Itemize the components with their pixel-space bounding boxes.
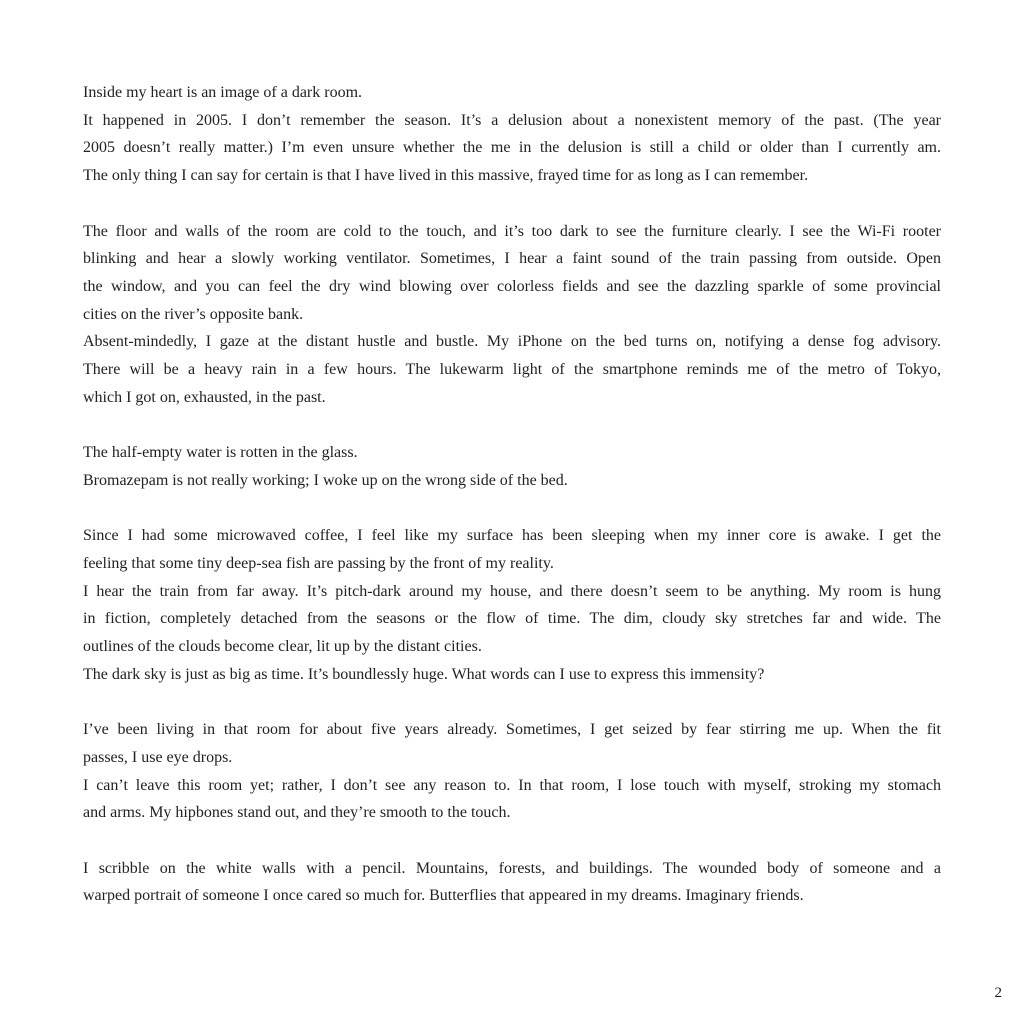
paragraph bbox=[83, 522, 941, 577]
text-line: passes, I use eye drops. bbox=[83, 748, 233, 766]
text-line: There will be a heavy rain in a few hours. The lukewarm light of the smartphone reminds me of the metro of Tokyo, bbox=[83, 361, 941, 379]
paragraph bbox=[83, 467, 941, 495]
text-line: It happened in 2005. I don’t remember the season. It’s a delusion about a nonexistent memory of the past. (The year bbox=[83, 111, 941, 129]
text-section bbox=[83, 855, 941, 910]
text-section bbox=[83, 439, 941, 494]
text-line: which I got on, exhausted, in the past. bbox=[83, 388, 326, 406]
text-line: cities on the river’s opposite bank. bbox=[83, 305, 304, 323]
text-line: Inside my heart is an image of a dark room. bbox=[83, 84, 363, 101]
text-line: feeling that some tiny deep-sea fish are passing by the front of my reality. bbox=[83, 554, 554, 572]
paragraph bbox=[83, 855, 941, 910]
text-section bbox=[83, 218, 941, 412]
paragraph bbox=[83, 328, 941, 411]
text-line: Bromazepam is not really working; I woke up on the wrong side of the bed. bbox=[83, 471, 568, 489]
paragraph bbox=[83, 218, 941, 329]
text-line: Since I had some microwaved coffee, I feel like my surface has been sleeping when my inner core is awake. I get the bbox=[83, 527, 941, 545]
text-line: Absent-mindedly, I gaze at the distant hustle and bustle. My iPhone on the bed turns on, notifying a dense fog advisory. bbox=[83, 333, 941, 351]
text-line: The floor and walls of the room are cold to the touch, and it’s too dark to see the furniture clearly. I see the Wi-Fi rooter bbox=[83, 222, 941, 240]
paragraph bbox=[83, 772, 941, 827]
text-line: warped portrait of someone I once cared so much for. Butterflies that appeared in my dreams. Imaginary friends. bbox=[83, 887, 804, 905]
paragraph bbox=[83, 79, 941, 107]
text-section bbox=[83, 716, 941, 827]
text-line: I can’t leave this room yet; rather, I don’t see any reason to. In that room, I lose touch with myself, stroking my stomach bbox=[83, 776, 941, 794]
text-line: The only thing I can say for certain is that I have lived in this massive, frayed time for as long as I can remember. bbox=[83, 167, 809, 185]
paragraph bbox=[83, 716, 941, 771]
text-line: blinking and hear a slowly working ventilator. Sometimes, I hear a faint sound of the train passing from outside. Open bbox=[83, 250, 941, 268]
paragraph bbox=[83, 578, 941, 661]
page-number: 2 bbox=[994, 985, 1002, 1001]
document-body bbox=[83, 79, 941, 938]
text-line: I scribble on the white walls with a pencil. Mountains, forests, and buildings. The wounded body of someone and a bbox=[83, 859, 941, 877]
text-line: The dark sky is just as big as time. It’s boundlessly huge. What words can I use to express this immensity? bbox=[83, 665, 765, 683]
text-line: outlines of the clouds become clear, lit up by the distant cities. bbox=[83, 638, 482, 656]
text-line: I hear the train from far away. It’s pitch-dark around my house, and there doesn’t seem to be anything. My room is hung bbox=[83, 582, 941, 600]
text-section bbox=[83, 522, 941, 688]
paragraph bbox=[83, 439, 941, 467]
text-line: and arms. My hipbones stand out, and they’re smooth to the touch. bbox=[83, 804, 511, 822]
text-line: 2005 doesn’t really matter.) I’m even unsure whether the me in the delusion is still a child or older than I currently am. bbox=[83, 139, 941, 157]
paragraph bbox=[83, 661, 941, 689]
text-line: in fiction, completely detached from the seasons or the flow of time. The dim, cloudy sky stretches far and wide. The bbox=[83, 610, 941, 628]
text-line: I’ve been living in that room for about five years already. Sometimes, I get seized by fear stirring me up. When the fit bbox=[83, 721, 941, 739]
text-line: The half-empty water is rotten in the glass. bbox=[83, 444, 358, 462]
text-section bbox=[83, 79, 941, 190]
paragraph bbox=[83, 107, 941, 190]
text-line: the window, and you can feel the dry wind blowing over colorless fields and see the dazzling sparkle of some provincial bbox=[83, 277, 941, 295]
